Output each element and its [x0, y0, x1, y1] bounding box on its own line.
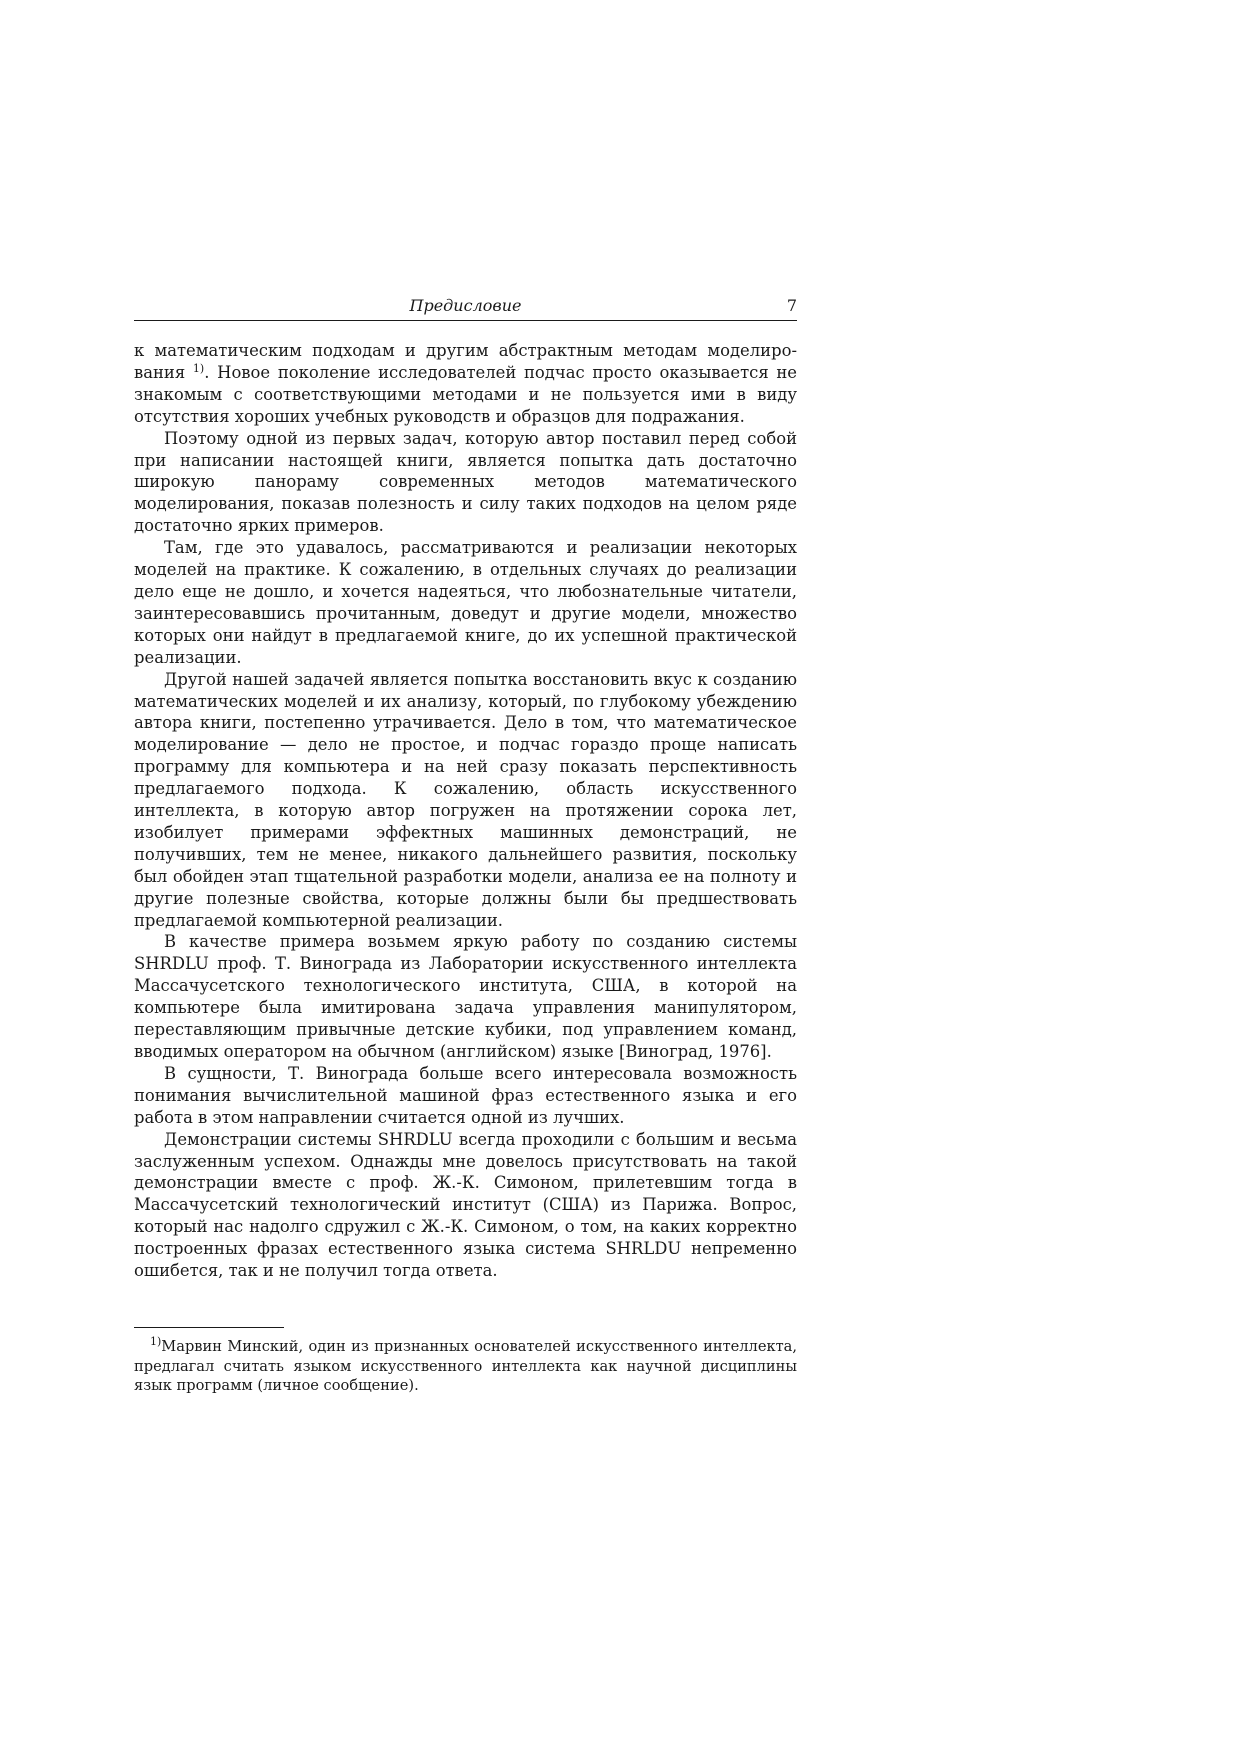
page-number: 7 [786, 296, 797, 315]
footnote-reference-mark: 1) [192, 361, 205, 375]
paragraph-3: Там, где это удавалось, рассматриваются и реализации некоторых моделей на практике. К сожалению, в отдельных случаях до реализации дело еще не дошло, и хочется надеяться, что любознательные читатели, заинтересовавшись прочитанным, доведут и другие модели, множество которых они найдут в предлагаемой книге, до их успешной практической реализации. [134, 538, 797, 667]
paragraph-7: Демонстрации системы SHRDLU всегда проходили с большим и весьма заслуженным успехом. Однажды мне довелось присутствовать на такой демонстрации вместе с проф. Ж.-К. Симоном, прилетевшим тогда в Массачусетский технологический институт (США) из Парижа. Вопрос, который нас надолго сдружил с Ж.-К. Симоном, о том, на каких корректно построенных фразах естественного языка система SHRLDU непременно ошибется, так и не получил тогда ответа. [134, 1129, 797, 1281]
paragraph-1-text-before-mark: к математическим подходам и другим абстрактным методам моделирования [134, 341, 797, 382]
running-title: Предисловие [409, 296, 522, 315]
footnote [134, 1337, 797, 1396]
page-header [134, 296, 797, 321]
paragraph-4: Другой нашей задачей является попытка восстановить вкус к созданию математических моделей и их анализу, который, по глубокому убеждению автора книги, постепенно утрачивается. Дело в том, что математическое моделирование — дело не простое, и подчас гораздо проще написать программу для компьютера и на ней сразу показать перспективность предлагаемого подхода. К сожалению, область искусственного интеллекта, в которую автор погружен на протяжении сорока лет, изобилует примерами эффектных машинных демонстраций, не получивших, тем не менее, никакого дальнейшего развития, поскольку был обойден этап тщательной разработки модели, анализа ее на полноту и другие полезные свойства, которые должны были бы предшествовать предлагаемой компьютерной реализации. [134, 669, 797, 930]
paragraph-1 [134, 340, 797, 428]
paragraph-5: В качестве примера возьмем яркую работу по созданию системы SHRDLU проф. Т. Винограда из Лаборатории искусственного интеллекта Массачусетского технологического института, США, в которой на компьютере была имитирована задача управления манипулятором, переставляющим привычные детские кубики, под управлением команд, вводимых оператором на обычном (английском) языке [Виноград, 1976]. [134, 932, 797, 1061]
footnote-divider [134, 1327, 284, 1328]
footnote-text: Марвин Минский, один из признанных основателей искусственного интеллекта, предлагал считать языком искусственного интеллекта как научной дисциплины язык программ (личное сообщение). [134, 1338, 797, 1394]
footnote-mark: 1) [150, 1335, 162, 1348]
body-text [134, 340, 797, 1282]
paragraph-6: В сущности, Т. Винограда больше всего интересовала возможность понимания вычислительной машиной фраз естественного языка и его работа в этом направлении считается одной из лучших. [134, 1063, 797, 1127]
paragraph-2: Поэтому одной из первых задач, которую автор поставил перед собой при написании настоящей книги, является попытка дать достаточно широкую панораму современных методов математического моделирования, показав полезность и силу таких подходов на целом ряде достаточно ярких примеров. [134, 428, 797, 536]
paragraph-1-text-after-mark: . Новое поколение исследователей подчас просто оказывается не знакомым с соответствующими методами и не пользуется ими в виду отсутствия хороших учебных руководств и образцов для подражания. [134, 362, 798, 426]
